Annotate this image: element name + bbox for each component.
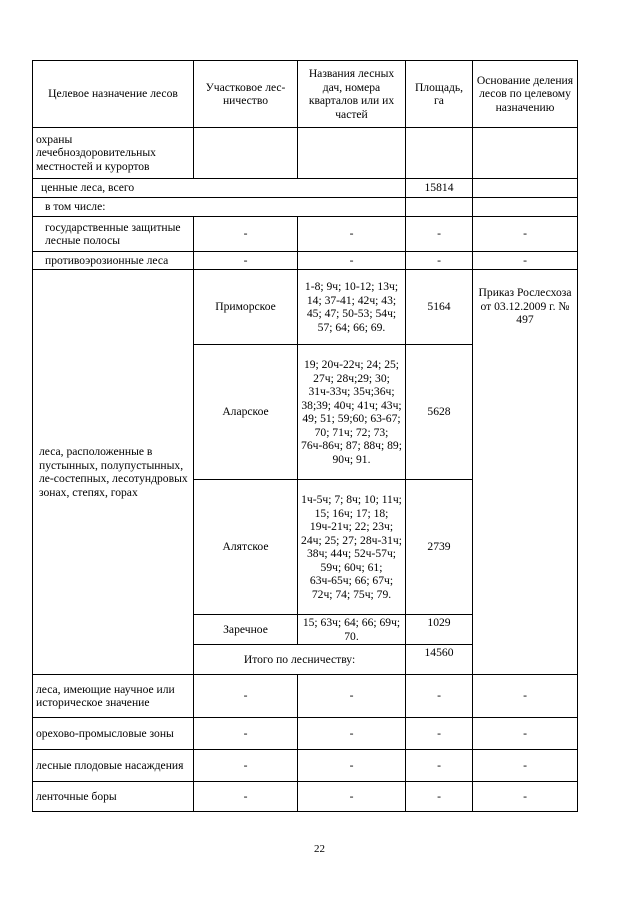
area-cell: 5164 [406,270,473,345]
quarters-cell [298,128,406,179]
table-row [33,750,578,782]
forestry-cell: - [194,675,298,718]
header-area: Площадь, га [406,61,473,128]
quarters-cell: 1-8; 9ч; 10-12; 13ч; 14; 37-41; 42ч; 43; 45; 47; 50-53; 54ч; 57; 64; 66; 69. [298,270,406,345]
area-cell: - [406,782,473,812]
table-row [33,179,578,198]
quarters-cell: - [298,718,406,750]
area-cell: 15814 [406,179,473,198]
header-purpose: Целевое назначение лесов [33,61,194,128]
header-basis: Основание деления лесов по целевому назначению [473,61,578,128]
page-number: 22 [314,843,325,855]
area-cell [406,128,473,179]
basis-cell [473,179,578,198]
forest-purpose-table [32,60,578,812]
quarters-cell: - [298,750,406,782]
area-cell: - [406,675,473,718]
basis-cell: - [473,750,578,782]
total-area-cell: 14560 [406,645,473,675]
quarters-cell: 19; 20ч-22ч; 24; 25; 27ч; 28ч;29; 30; 31ч-33ч; 35ч;36ч; 38;39; 40ч; 41ч; 43ч; 49; 51; 59;60; 63-67; 70; 71ч; 72; 73; 76ч-86ч; 87; 88ч; 89; 90ч; 91. [298,345,406,480]
forestry-cell: - [194,252,298,270]
purpose-cell: охраны лечебноздоровительных местностей и курортов [33,128,194,179]
basis-cell: - [473,252,578,270]
area-cell: 1029 [406,615,473,645]
forestry-cell: - [194,217,298,252]
header-quarters: Названия лесных дач, номера кварталов или их частей [298,61,406,128]
basis-cell: - [473,675,578,718]
quarters-cell: 15; 63ч; 64; 66; 69ч; 70. [298,615,406,645]
table-row [33,252,578,270]
purpose-cell: лесные плодовые насаждения [33,750,194,782]
table-row [33,782,578,812]
purpose-cell: противоэрозионные леса [33,252,194,270]
table-row [33,718,578,750]
area-cell: - [406,750,473,782]
quarters-cell: - [298,675,406,718]
forestry-cell [194,128,298,179]
purpose-cell: леса, расположенные в пустынных, полупустынных, ле-состепных, лесотундровых зонах, степях, горах [33,270,194,675]
header-forestry: Участковое лес-ничество [194,61,298,128]
forestry-cell: - [194,750,298,782]
forestry-cell: - [194,782,298,812]
table-row [33,198,578,217]
forestry-cell: - [194,718,298,750]
quarters-cell: - [298,782,406,812]
area-cell: - [406,718,473,750]
basis-cell: - [473,718,578,750]
area-cell: - [406,217,473,252]
area-cell [406,198,473,217]
quarters-cell: - [298,252,406,270]
quarters-cell: 1ч-5ч; 7; 8ч; 10; 11ч; 15; 16ч; 17; 18; 19ч-21ч; 22; 23ч; 24ч; 25; 27; 28ч-31ч; 38ч; 44ч; 52ч-57ч; 59ч; 60ч; 61; 63ч-65ч; 66; 67ч; 72ч; 74; 75ч; 79. [298,480,406,615]
table-row [33,270,578,345]
purpose-cell: ленточные боры [33,782,194,812]
purpose-cell: ценные леса, всего [33,179,406,198]
basis-cell [473,198,578,217]
basis-cell: Приказ Рослесхоза от 03.12.2009 г. № 497 [473,270,578,675]
forestry-cell: Аларское [194,345,298,480]
purpose-cell: орехово-промысловые зоны [33,718,194,750]
basis-cell: - [473,782,578,812]
forestry-cell: Приморское [194,270,298,345]
table-row [33,217,578,252]
table-row [33,128,578,179]
area-cell: - [406,252,473,270]
area-cell: 5628 [406,345,473,480]
basis-cell: - [473,217,578,252]
total-label-cell: Итого по лесничеству: [194,645,406,675]
purpose-cell: леса, имеющие научное или историческое значение [33,675,194,718]
purpose-cell: государственные защитные лесные полосы [33,217,194,252]
quarters-cell: - [298,217,406,252]
table-row [33,675,578,718]
purpose-cell: в том числе: [33,198,406,217]
basis-cell [473,128,578,179]
forestry-cell: Алятское [194,480,298,615]
table-header-row [33,61,578,128]
area-cell: 2739 [406,480,473,615]
forestry-cell: Заречное [194,615,298,645]
